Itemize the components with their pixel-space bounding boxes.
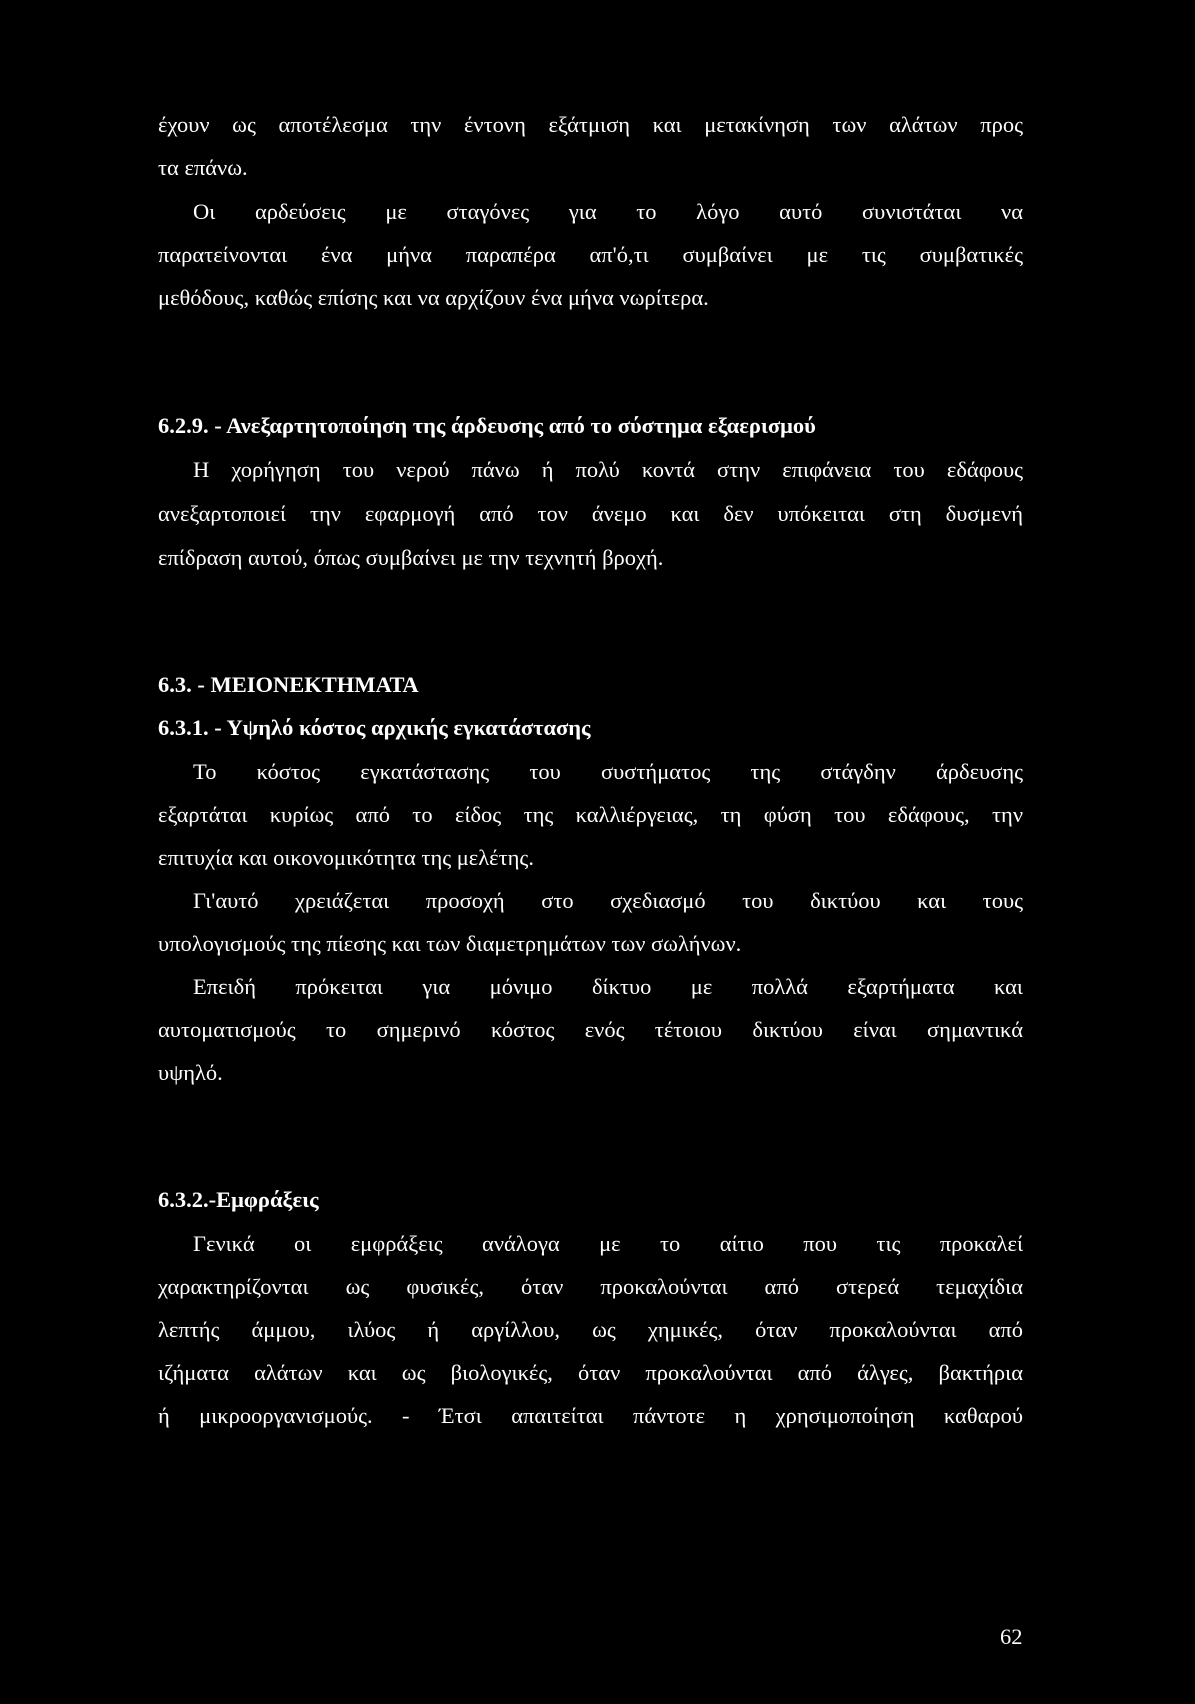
- paragraph-line: χαρακτηρίζονται ως φυσικές, όταν προκαλούνται από στερεά τεμαχίδια: [158, 1274, 1023, 1299]
- paragraph-line: επιτυχία και οικονομικότητα της μελέτης.: [158, 845, 534, 870]
- paragraph-line: αυτοματισμούς το σημερινό κόστος ενός τέτοιου δικτύου είναι σημαντικά: [158, 1017, 1023, 1042]
- section-heading: 6.3.1. - Υψηλό κόστος αρχικής εγκατάστασης: [158, 715, 591, 740]
- section-heading: 6.3.2.-Εμφράξεις: [158, 1187, 319, 1212]
- paragraph-line: έχουν ως αποτέλεσμα την έντονη εξάτμιση και μετακίνηση των αλάτων προς: [158, 112, 1023, 137]
- paragraph-line: παρατείνονται ένα μήνα παραπέρα απ'ό,τι συμβαίνει με τις συμβατικές: [158, 242, 1023, 267]
- paragraph-line: Επειδή πρόκειται για μόνιμο δίκτυο με πολλά εξαρτήματα και: [193, 974, 1023, 999]
- paragraph-line: ιζήματα αλάτων και ως βιολογικές, όταν προκαλούνται από άλγες, βακτήρια: [158, 1360, 1023, 1385]
- section-heading: 6.2.9. - Ανεξαρτητοποίηση της άρδευσης από το σύστημα εξαερισμού: [158, 413, 816, 438]
- paragraph-line: υπολογισμούς της πίεσης και των διαμετρημάτων των σωλήνων.: [158, 931, 742, 956]
- paragraph-line: μεθόδους, καθώς επίσης και να αρχίζουν ένα μήνα νωρίτερα.: [158, 285, 709, 310]
- paragraph-line: υψηλό.: [158, 1060, 223, 1085]
- paragraph-line: ή μικροοργανισμούς. - Έτσι απαιτείται πάντοτε η χρησιμοποίηση καθαρού: [158, 1403, 1023, 1428]
- paragraph-line: λεπτής άμμου, ιλύος ή αργίλλου, ως χημικές, όταν προκαλούνται από: [158, 1317, 1023, 1342]
- paragraph-line: επίδραση αυτού, όπως συμβαίνει με την τεχνητή βροχή.: [158, 545, 664, 570]
- section-heading: 6.3. - ΜΕΙΟΝΕΚΤΗΜΑΤΑ: [158, 672, 419, 697]
- page-number: 62: [1000, 1624, 1023, 1649]
- paragraph-line: Οι αρδεύσεις με σταγόνες για το λόγο αυτό συνιστάται να: [193, 199, 1023, 224]
- paragraph-line: εξαρτάται κυρίως από το είδος της καλλιέργειας, τη φύση του εδάφους, την: [158, 802, 1023, 827]
- paragraph-line: Η χορήγηση του νερού πάνω ή πολύ κοντά στην επιφάνεια του εδάφους: [193, 457, 1023, 482]
- paragraph-line: Γενικά οι εμφράξεις ανάλογα με το αίτιο που τις προκαλεί: [193, 1231, 1023, 1256]
- paragraph-line: Το κόστος εγκατάστασης του συστήματος της στάγδην άρδευσης: [193, 759, 1023, 784]
- paragraph-line: τα επάνω.: [158, 155, 248, 180]
- paragraph-line: ανεξαρτοποιεί την εφαρμογή από τον άνεμο και δεν υπόκειται στη δυσμενή: [158, 501, 1023, 526]
- paragraph-line: Γι'αυτό χρειάζεται προσοχή στο σχεδιασμό του δικτύου και τους: [193, 888, 1023, 913]
